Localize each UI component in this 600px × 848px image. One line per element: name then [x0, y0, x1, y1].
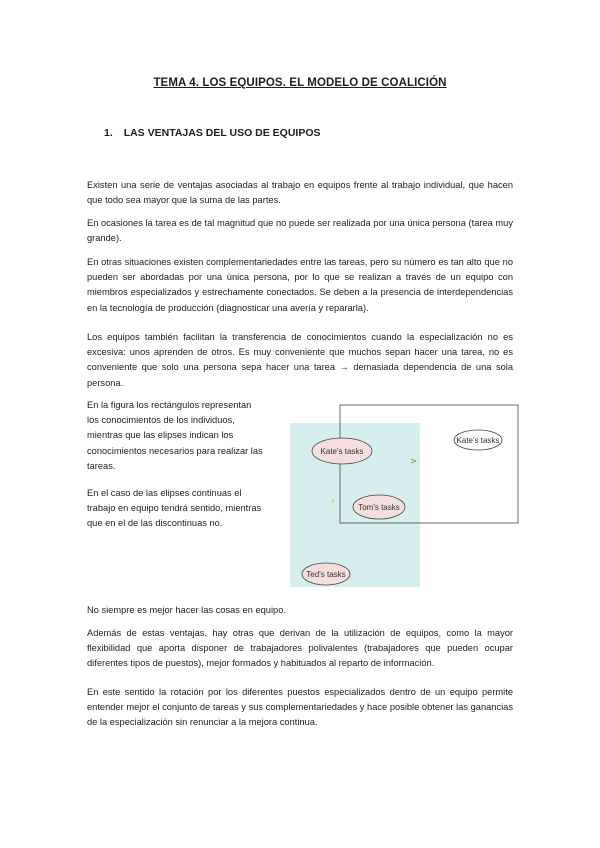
paragraph-rotation: En este sentido la rotación por los diferentes puestos especializados dentro de un equipo permite entender mejor el conjunto de tareas y sus complementariedades y hace posible obtener las ganancias de la especialización sin renunciar a la mejora continua. — [87, 687, 513, 728]
tom-tasks-label: Tom's tasks — [358, 503, 400, 512]
paragraph-large-task: En ocasiones la tarea es de tal magnitud que no puede ser realizada por una única persona (tarea muy grande). — [87, 218, 513, 244]
paragraph-flexibility: Además de estas ventajas, hay otras que derivan de la utilización de equipos, como la mayor flexibilidad que aporta disponer de trabajadores polivalentes (trabajadores que pueden ocupar diferentes tipos de puestos), mejor formados y habituados al reparto de información. — [87, 628, 513, 669]
paragraph-not-always-team: No siempre es mejor hacer las cosas en equipo. — [87, 605, 286, 615]
paragraph-knowledge-transfer: Los equipos también facilitan la transferencia de conocimientos cuando la especialización no es excesiva: unos aprenden de otros. Es muy conveniente que muchos sepan hacer una tarea, no es conveniente que solo una persona sepa hacer una tarea → demasiada dependencia de una sola persona. — [87, 332, 513, 388]
paragraph-complementarities: En otras situaciones existen complementariedades entre las tareas, pero su número es tan alto que no pueden ser abordadas por una única persona, por lo que se realizan a través de un equipo con miembros especializados y estrechamente conectados. Se deben a la presencia de interdependencias en la tecnología de producción (diagnosticar una avería y repararla). — [87, 257, 513, 313]
section-title: LAS VENTAJAS DEL USO DE EQUIPOS — [123, 127, 321, 139]
kate-tasks-label: Kate's tasks — [320, 447, 364, 456]
section-heading — [104, 127, 321, 139]
section-number: 1. — [104, 127, 113, 139]
knowledge-tasks-figure — [288, 403, 520, 591]
paragraph-figure-explanation: En la figura los rectángulos representan los conocimientos de los individuos, mientras que las elipses indican los conocimientos necesarios para realizar las tareas. — [87, 400, 263, 471]
page-title: TEMA 4. LOS EQUIPOS. EL MODELO DE COALICIÓN — [153, 77, 447, 89]
kate-tasks-right-label: Kate's tasks — [456, 436, 500, 445]
paragraph-intro: Existen una serie de ventajas asociadas al trabajo en equipos frente al trabajo individual, que hacen que todo sea mayor que la suma de las partes. — [87, 180, 513, 206]
paragraph-ellipses: En el caso de las elipses continuas el trabajo en equipo tendrá sentido, mientras que en el de las discontinuas no. — [87, 488, 262, 529]
ted-tasks-label: Ted's tasks — [306, 570, 346, 579]
figure-svg — [288, 403, 520, 591]
